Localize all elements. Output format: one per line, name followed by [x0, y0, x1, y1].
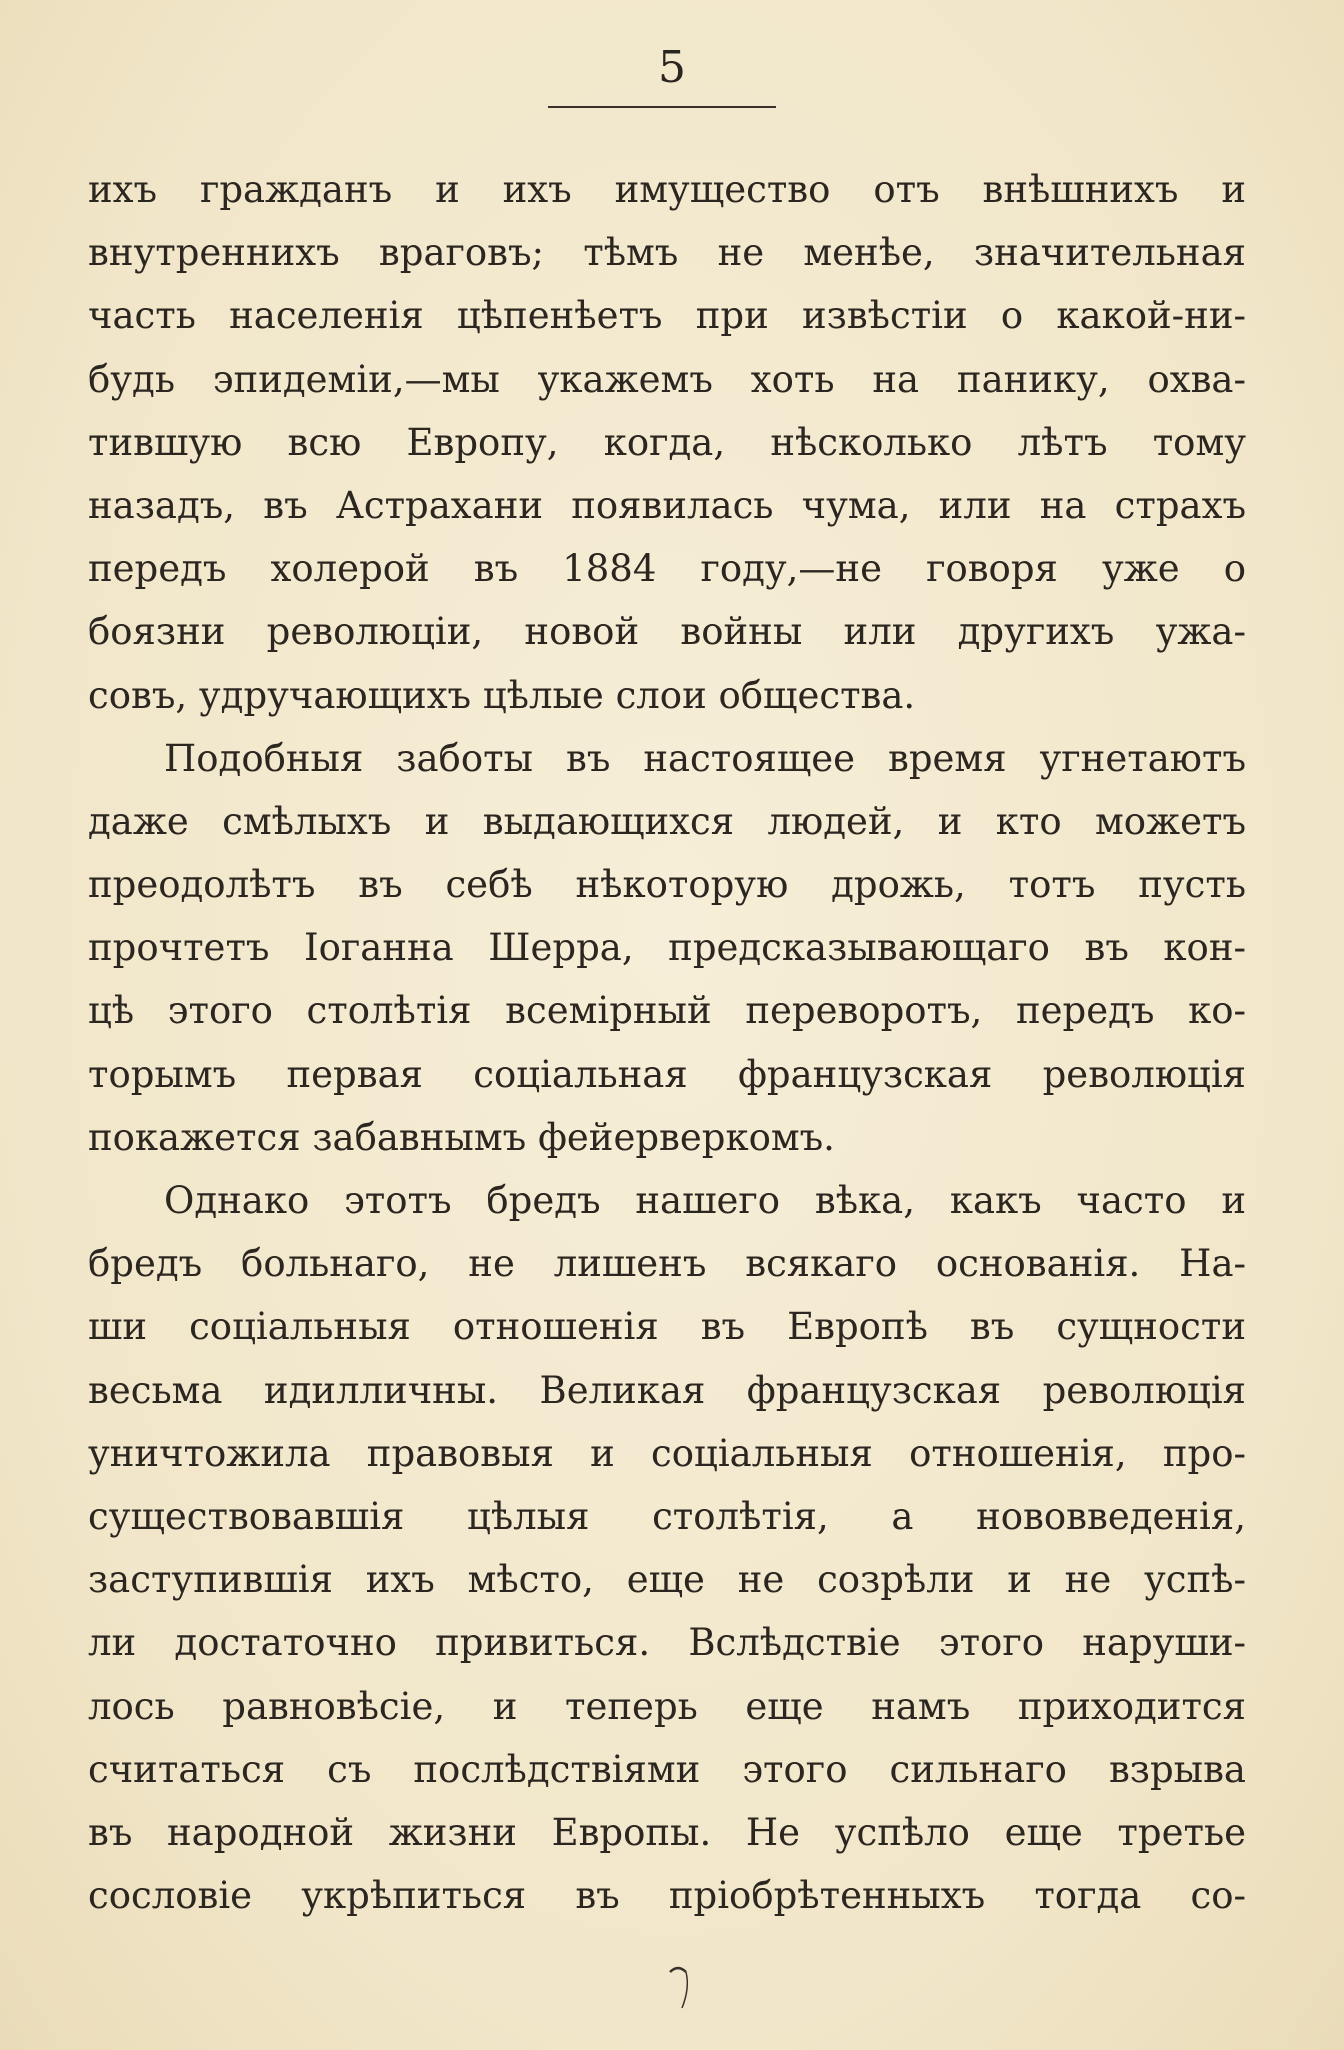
text-line: тившую всю Европу, когда, нѣсколько лѣтъ тому [88, 420, 1246, 464]
text-line: внутреннихъ враговъ; тѣмъ не менѣе, значительная [88, 231, 1246, 275]
printer-mark-icon [664, 1958, 704, 2018]
text-line: цѣ этого столѣтія всемірный переворотъ, передъ ко- [88, 989, 1246, 1033]
text-line: прочтетъ Іоганна Шерра, предсказывающаго въ кон- [88, 926, 1246, 970]
text-line: будь эпидеміи,—мы укажемъ хоть на панику, охва- [88, 357, 1246, 401]
text-line: заступившія ихъ мѣсто, еще не созрѣли и не успѣ- [88, 1558, 1246, 1602]
text-line: часть населенія цѣпенѣетъ при извѣстіи о какой-ни- [88, 294, 1246, 338]
text-line: существовавшія цѣлыя столѣтія, а нововведенія, [88, 1494, 1246, 1538]
text-line: торымъ первая соціальная французская революція [88, 1052, 1246, 1096]
text-line: покажется забавнымъ фейерверкомъ. [88, 1115, 835, 1159]
text-line: ли достаточно привиться. Вслѣдствіе этого наруши- [88, 1621, 1246, 1665]
text-line: Подобныя заботы въ настоящее время угнетаютъ [164, 736, 1246, 780]
text-line: Однако этотъ бредъ нашего вѣка, какъ часто и [164, 1179, 1246, 1222]
text-line: въ народной жизни Европы. Не успѣло еще третье [88, 1810, 1246, 1854]
header-rule [548, 106, 776, 108]
text-line: совъ, удручающихъ цѣлые слои общества. [88, 673, 916, 717]
text-line: преодолѣтъ въ себѣ нѣкоторую дрожь, тотъ пусть [88, 863, 1246, 907]
text-line: весьма идилличны. Великая французская революція [88, 1368, 1246, 1412]
text-line: сословіе укрѣпиться въ пріобрѣтенныхъ тогда со- [88, 1874, 1246, 1918]
text-line: боязни революціи, новой войны или другихъ ужа- [88, 610, 1246, 654]
text-line: уничтожила правовыя и соціальныя отношенія, про- [88, 1431, 1246, 1475]
text-line: даже смѣлыхъ и выдающихся людей, и кто можетъ [88, 799, 1246, 843]
body-text [88, 158, 1246, 1927]
text-line: передъ холерой въ 1884 году,—не говоря уже о [88, 547, 1246, 591]
text-line: лось равновѣсіе, и теперь еще намъ приходится [88, 1684, 1246, 1728]
text-line: ихъ гражданъ и ихъ имущество отъ внѣшнихъ и [88, 168, 1246, 211]
page-number: 5 [658, 42, 686, 93]
text-line: бредъ больнаго, не лишенъ всякаго основанія. На- [88, 1242, 1246, 1286]
text-line: назадъ, въ Астрахани появилась чума, или на страхъ [88, 483, 1246, 527]
text-line: считаться съ послѣдствіями этого сильнаго взрыва [88, 1747, 1246, 1791]
text-line: ши соціальныя отношенія въ Европѣ въ сущности [88, 1305, 1246, 1349]
